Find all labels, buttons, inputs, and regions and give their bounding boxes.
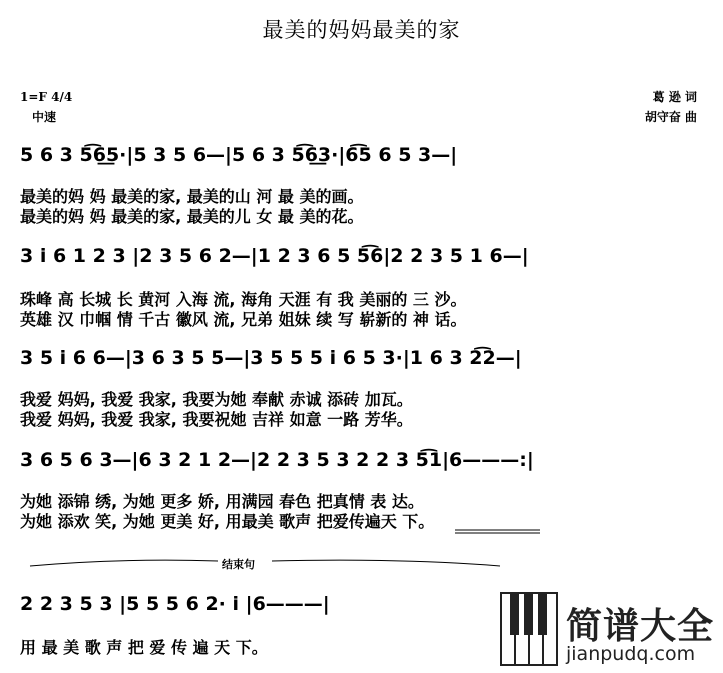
ending-bracket-left [30, 560, 218, 566]
lyric-line-3-verse-1: 我爱 妈妈, 我爱 我家, 我要为她 奉献 赤诚 添砖 加瓦。 [20, 390, 413, 409]
notation-line-3: 3 5 i 6 6—|3 6 3 5 5—|3 5 5 5 i 6 5 3·|1 6 3 2͡2—| [20, 347, 522, 369]
lyricist-credit: 葛 逊 词 [652, 90, 697, 104]
tempo-marking: 中速 [32, 110, 57, 124]
lyric-line-4-verse-2: 为她 添欢 笑, 为她 更美 好, 用最美 歌声 把爱传遍天 下。 [20, 512, 435, 531]
notation-line-2: 3 i 6 1 2 3 |2 3 5 6 2—|1 2 3 6 5 5͡6|2 2 3 5 1 6—| [20, 245, 529, 267]
ending-phrase-label: 结束句 [222, 558, 255, 571]
lyric-line-1-verse-2: 最美的妈 妈 最美的家, 最美的儿 女 最 美的花。 [20, 207, 364, 226]
lyric-line-4-verse-1: 为她 添锦 绣, 为她 更多 娇, 用满园 春色 把真情 表 达。 [20, 492, 424, 511]
ending-bracket-right [272, 560, 500, 566]
notation-line-5: 2 2 3 5 3 |5 5 5 6 2· i |6———| [20, 593, 330, 615]
piano-keys-logo-icon [500, 592, 558, 666]
lyric-line-3-verse-2: 我爱 妈妈, 我爱 我家, 我要祝她 吉祥 如意 一路 芳华。 [20, 410, 413, 429]
watermark-url: jianpudq.com [566, 643, 696, 665]
song-title: 最美的妈妈最美的家 [262, 18, 461, 42]
composer-credit: 胡守奋 曲 [644, 110, 697, 124]
lyric-line-2-verse-2: 英雄 汉 巾帼 情 千古 徽风 流, 兄弟 姐妹 续 写 崭新的 神 话。 [20, 310, 467, 329]
key-signature: 1=F 4/4 [20, 90, 73, 104]
lyric-line-5: 用 最 美 歌 声 把 爱 传 遍 天 下。 [20, 638, 268, 657]
lyric-line-1-verse-1: 最美的妈 妈 最美的家, 最美的山 河 最 美的画。 [20, 187, 364, 206]
lyric-line-2-verse-1: 珠峰 高 长城 长 黄河 入海 流, 海角 天涯 有 我 美丽的 三 沙。 [20, 290, 467, 309]
notation-line-1: 5 6 3 5͡6͟5·|5 3 5 6—|5 6 3 5͡6͟3·|6͡5 6 5 3—| [20, 144, 458, 166]
notation-line-4: 3 6 5 6 3—|6 3 2 1 2—|2 2 3 5 3 2 2 3 5͡1|6———:| [20, 449, 534, 471]
watermark-name: 简谱大全 [566, 606, 715, 647]
